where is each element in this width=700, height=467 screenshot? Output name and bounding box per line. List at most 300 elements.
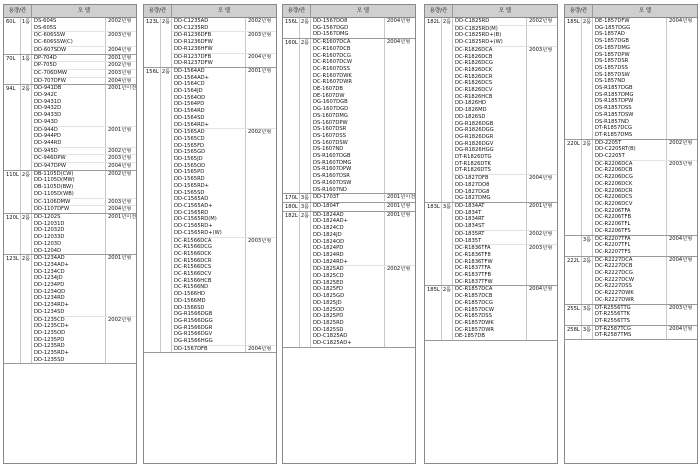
model-name: DD-1235PD — [34, 336, 65, 343]
model-name: DC-R2206TFB — [595, 214, 632, 221]
model-name: DD-C2205RT(B) — [595, 146, 636, 153]
door-cell: 2룸 — [300, 212, 311, 347]
model-year: 2004년형 — [105, 206, 136, 213]
capacity-header: 용량/칸 — [144, 5, 172, 17]
table-column — [3, 4, 137, 464]
model-name: DC-946DPW — [34, 155, 66, 162]
model-year: 2001년이전 — [105, 85, 136, 125]
model-name: DD-1565FD — [174, 142, 205, 149]
model-name: DD-1825SD — [313, 326, 344, 333]
model-name: DG-1857DGG — [595, 24, 631, 31]
model-year: 2001년형 — [105, 255, 136, 315]
model-name: DC-R1826DCS — [455, 80, 493, 87]
model-name: DD-1567DMG — [313, 31, 349, 38]
model-year: 2003년형 — [526, 245, 557, 285]
model-name: DD-947DPW — [34, 163, 67, 170]
model-name: DD-1827DO8 — [455, 181, 490, 188]
model-names — [32, 163, 105, 170]
model-name: DC-R2206TFS — [595, 227, 631, 234]
model-name: DS-1857DPW — [595, 51, 630, 58]
model-name: DP-705D — [34, 62, 57, 69]
model-name: DE-1857DFW — [595, 18, 630, 24]
capacity-group — [4, 18, 136, 55]
model-name: DC-R1857DCA — [455, 286, 493, 293]
model-list — [172, 68, 276, 353]
model-name: DD-C1235RD — [174, 24, 209, 31]
table-header — [425, 5, 557, 18]
model-name: DC-606SSW — [34, 32, 66, 39]
capacity-group — [565, 140, 697, 236]
model-name: DS-1607DSR — [313, 126, 347, 133]
capacity-cell — [565, 236, 582, 256]
model-name: DD-9433D — [34, 112, 62, 119]
model-name: DC-706DMW — [34, 69, 67, 76]
model-name: DC-R1566DCS — [174, 264, 212, 271]
model-name: DD-1824JD — [313, 231, 342, 238]
year-group — [32, 171, 136, 199]
model-names — [32, 206, 105, 213]
model-name: DD-1824AD — [313, 211, 344, 218]
model-name: DC-R2206DCK — [595, 180, 633, 187]
model-name: DD-1235RD+ — [34, 350, 70, 357]
model-name: DC-R1826DCB — [455, 53, 493, 60]
capacity-group — [565, 18, 697, 140]
model-name: DD-R1236DFB — [174, 32, 212, 39]
year-group — [32, 148, 136, 156]
model-name: DT-R2556TTK — [595, 311, 631, 318]
model-name: DT-R1857DCG — [595, 125, 633, 132]
model-year: 2003년형 — [245, 238, 276, 345]
model-year: 2002년형 — [105, 18, 136, 31]
model-name: DG-1827DMG — [455, 195, 491, 202]
model-name: DG-R1826DGG — [455, 127, 494, 134]
model-year: 2003년형 — [526, 47, 557, 174]
year-group — [172, 32, 276, 53]
model-names — [32, 62, 105, 69]
year-group — [32, 255, 136, 316]
capacity-group — [425, 18, 557, 203]
model-name: DD-C1565RD+ — [174, 223, 213, 230]
model-name: DD-C1565AD+ — [174, 202, 213, 209]
model-list — [32, 85, 136, 169]
model-name: DD-C2205T — [595, 153, 625, 160]
model-name: DB-1105D(CW) — [34, 170, 74, 177]
model-name: DD-1564AD+ — [174, 74, 209, 81]
model-name: DD-1703T — [313, 194, 340, 201]
door-cell: 3룸 — [442, 203, 453, 285]
model-names — [311, 39, 384, 193]
model-list — [593, 326, 697, 339]
model-names — [453, 47, 526, 174]
model-name: DD-1564SD — [174, 114, 205, 121]
model-name: DS-R1857DSS — [595, 105, 632, 112]
model-name: DD-1565AD — [174, 129, 205, 136]
year-group — [453, 18, 557, 26]
model-name: DD-1234JD — [34, 275, 63, 282]
model-names — [593, 140, 666, 160]
model-name: DD-1565SD — [174, 189, 205, 196]
model-name: DT-R1857DMS — [595, 131, 633, 138]
model-name: DS-R1607DSW — [313, 179, 352, 186]
model-name: DC-R2227DWR — [595, 296, 635, 303]
model-name: DC-R2206DCG — [595, 174, 633, 181]
model-name: DD-1235CD+ — [34, 323, 70, 330]
year-group — [32, 206, 136, 213]
model-name: DC-R1607DWR — [313, 79, 353, 86]
model-name: DC-R1857DWR — [455, 326, 495, 333]
model-name: DC-R1826DCR — [455, 73, 493, 80]
model-name: DS-605S — [34, 24, 57, 31]
year-group — [32, 47, 136, 54]
year-group — [32, 62, 136, 70]
model-year: 2002년형 — [105, 171, 136, 198]
capacity-group — [283, 203, 415, 212]
model-names — [172, 18, 245, 31]
model-name: DC-R1607DCW — [313, 59, 353, 66]
model-name: DD-9432D — [34, 105, 62, 112]
model-name: DS-R1607ND — [313, 186, 347, 193]
model-name: DD-944PD — [34, 133, 61, 140]
model-names — [172, 68, 245, 128]
model-name: DC-R1566DCV — [174, 271, 212, 278]
model-names — [172, 346, 245, 353]
model-name: DD-1566SD — [174, 304, 205, 311]
model-name: DC-R1607DWK — [313, 72, 352, 79]
model-name: DC-R2206DCR — [595, 187, 633, 194]
model-year: 2002년형 — [526, 231, 557, 244]
model-year: 2001년형 — [384, 203, 415, 210]
model-name: DD-C1825RD — [455, 18, 490, 24]
model-names — [32, 171, 105, 198]
model-names — [593, 326, 666, 339]
model-name: DG-R1566HGG — [174, 338, 213, 345]
capacity-cell: 182L — [283, 212, 300, 347]
year-group — [453, 286, 557, 340]
model-name: DS-R1607DGB — [313, 153, 351, 160]
model-name: DD-1804T — [313, 202, 340, 209]
model-name: DD-1834T — [455, 209, 482, 216]
model-name: DD-1234AD+ — [34, 261, 69, 268]
capacity-group — [4, 255, 136, 364]
model-names — [453, 26, 526, 46]
model-name: DS-R1607DMG — [313, 159, 352, 166]
model-list — [311, 39, 415, 193]
model-names — [593, 257, 666, 304]
model-name: DS-1857DSW — [595, 71, 630, 78]
door-cell: 3룸 — [300, 203, 310, 210]
model-year: 2003년형 — [105, 155, 136, 162]
model-name: DD-1565PD — [174, 169, 205, 176]
model-name: DG-R1566DGV — [174, 331, 213, 338]
model-name: DC-R2227DSS — [595, 283, 632, 290]
model-name: DT-R1826DTS — [455, 167, 491, 174]
model-name: DD-941DB — [34, 85, 62, 92]
capacity-group — [4, 85, 136, 170]
model-name: DE-1857DB — [455, 333, 485, 340]
capacity-cell: 255L — [565, 305, 582, 325]
model-year: 2002년형 — [105, 317, 136, 364]
model-name: DS-1607DMG — [313, 112, 348, 119]
model-list — [311, 18, 415, 38]
year-group — [453, 175, 557, 202]
model-name: DD-942C — [34, 92, 58, 99]
model-list — [311, 203, 415, 211]
model-year: 2002년형 — [105, 148, 136, 155]
year-group — [311, 203, 415, 210]
model-name: DC-R2207TFL — [595, 242, 631, 249]
capacity-cell: 183L — [425, 203, 442, 285]
door-cell: 3룸 — [582, 326, 593, 339]
model-name: DD-1826MD — [455, 107, 487, 114]
capacity-header: 용량/칸 — [425, 5, 453, 17]
model-name: DD-C1565AD — [174, 196, 209, 203]
door-cell: 2룸 — [161, 18, 172, 67]
model-name: DD-1564RD — [174, 108, 205, 115]
capacity-cell: 120L — [4, 214, 21, 254]
model-name: DD-12033D — [34, 234, 65, 241]
model-names — [32, 85, 105, 125]
year-group — [311, 39, 415, 193]
door-cell: 2룸 — [161, 68, 172, 353]
model-name: DC-R1826DCV — [455, 87, 493, 94]
capacity-cell: 94L — [4, 85, 21, 169]
model-names — [32, 155, 105, 162]
model-name: DD-1202S — [34, 213, 61, 220]
model-names — [311, 18, 384, 38]
model-name: DD-1564RD+ — [174, 121, 210, 128]
model-names — [311, 266, 384, 346]
model-year: 2004년형 — [666, 326, 697, 339]
table-column — [143, 4, 277, 464]
model-name: DD-945D — [34, 147, 58, 154]
year-group — [32, 317, 136, 364]
model-year — [526, 26, 557, 46]
model-name: DD-1107DFW — [34, 206, 70, 213]
model-header: 모 델 — [498, 8, 512, 14]
model-name: DD-1825JD — [313, 299, 342, 306]
model-name: DD-1234RD — [34, 295, 65, 302]
model-name: DG-1567DGD — [313, 24, 349, 31]
model-name: DS-1607DPW — [313, 119, 348, 126]
model-name: DD-1565CD — [174, 135, 205, 142]
model-names — [172, 238, 245, 345]
model-name: DD-1565RD+ — [174, 182, 210, 189]
year-group — [172, 18, 276, 32]
table-header — [144, 5, 276, 18]
year-group — [453, 203, 557, 231]
model-name: DS-R1857DPW — [595, 98, 634, 105]
model-name: DD-1825GD — [313, 293, 345, 300]
model-name: DC-R1566DCK — [174, 250, 212, 257]
model-name: DG-R1826HGG — [455, 147, 494, 154]
year-group — [172, 238, 276, 346]
model-names — [311, 203, 384, 210]
model-year: 2004년형 — [384, 39, 415, 193]
table-header — [283, 5, 415, 18]
capacity-cell: 185L — [425, 286, 442, 340]
model-name: DS-1857DSS — [595, 64, 628, 71]
model-name: DD-1825PD — [313, 313, 344, 320]
model-name: DC-R1607DSS — [313, 65, 350, 72]
model-name: DD-1204D — [34, 247, 62, 254]
model-name: DD-C1235AD — [174, 18, 209, 24]
model-names — [32, 18, 105, 31]
model-name: DC-R1857DSS — [455, 313, 492, 320]
model-year: 2004년형 — [666, 236, 697, 256]
model-name: DD-C1565RD+(W) — [174, 229, 222, 236]
model-name: DG-R1826DGB — [455, 120, 494, 127]
model-year: 2001년이전 — [105, 214, 136, 254]
model-name: DC-R1826DCA — [455, 46, 493, 53]
model-name: DD-1203D — [34, 240, 62, 247]
year-group — [172, 68, 276, 129]
year-group — [593, 305, 697, 325]
year-group — [311, 212, 415, 267]
model-names — [593, 161, 666, 235]
model-name: DD-1825FD — [313, 286, 344, 293]
model-year: 2004년형 — [105, 47, 136, 54]
model-names — [32, 47, 105, 54]
model-year: 2001년형 — [245, 68, 276, 128]
model-header: 모 델 — [77, 8, 91, 14]
year-group — [593, 18, 697, 139]
model-names — [593, 305, 666, 325]
year-group — [32, 18, 136, 32]
table-header — [565, 5, 697, 18]
model-year: 2003년형 — [666, 161, 697, 235]
model-name: DG-R1566DGR — [174, 324, 213, 331]
model-year: 2004년형 — [526, 286, 557, 340]
model-list — [453, 203, 557, 285]
model-name: DB-1105D(BW) — [34, 184, 74, 191]
year-group — [32, 55, 136, 63]
year-group — [593, 326, 697, 339]
model-name: DC-R1857DCG — [455, 299, 493, 306]
model-names — [32, 55, 105, 62]
capacity-group — [144, 18, 276, 68]
model-name: DD-R1237DFB — [174, 53, 212, 60]
model-name: DT-R2556TTG — [595, 304, 631, 311]
model-name: DG-1607DGD — [313, 106, 349, 113]
capacity-cell: 123L — [4, 255, 21, 363]
door-cell: 2룸 — [21, 171, 32, 213]
model-names — [32, 199, 105, 206]
model-name: DS-1607DSS — [313, 132, 346, 139]
capacity-cell: 222L — [565, 257, 582, 304]
model-name: DT-R2556TTS — [595, 317, 630, 324]
model-name: DD-1566HD — [174, 291, 205, 298]
model-list — [172, 18, 276, 67]
model-year: 2004년형 — [666, 18, 697, 139]
model-name: DS-R1857DSW — [595, 111, 634, 118]
capacity-group — [565, 326, 697, 340]
model-name: DD-C1825AD+ — [313, 340, 352, 347]
model-name: DD-1565JD — [174, 156, 203, 163]
door-cell: 1룸 — [21, 55, 32, 85]
model-name: DD-R1236HFW — [174, 45, 213, 52]
model-name: DD-1234RD+ — [34, 302, 70, 309]
capacity-group — [283, 194, 415, 203]
door-cell: 2룸 — [300, 18, 311, 38]
model-name: DC-R1857DCB — [455, 293, 493, 300]
model-year: 2004년형 — [526, 175, 557, 202]
year-group — [172, 346, 276, 353]
door-cell: 2룸 — [442, 286, 453, 340]
model-name: DC-R2207TFS — [595, 248, 631, 255]
model-list — [32, 214, 136, 254]
model-name: DC-R1836TF8 — [455, 251, 491, 258]
model-name: DC-R2206DCB — [595, 167, 633, 174]
door-cell: 2룸 — [442, 18, 453, 202]
capacity-cell: 185L — [565, 18, 582, 139]
capacity-group — [425, 286, 557, 341]
capacity-header: 용량/칸 — [283, 5, 311, 17]
model-name: DD-1567DO8 — [313, 18, 348, 24]
capacity-cell: 160L — [283, 39, 300, 193]
model-name: DD-R1237DFW — [174, 60, 213, 67]
year-group — [311, 18, 415, 38]
model-name: DS-R1857DGB — [595, 85, 633, 92]
year-group — [453, 231, 557, 245]
model-name: DC-R1826DCK — [455, 66, 493, 73]
model-name: DD-1235OD — [34, 329, 66, 336]
model-name: DD-1827DFB — [455, 175, 489, 182]
model-name: DD-1234CD — [34, 268, 65, 275]
model-list — [593, 305, 697, 325]
model-year: 2003년형 — [105, 70, 136, 77]
model-names — [172, 32, 245, 52]
model-name: DG-R1826DGV — [455, 140, 494, 147]
model-name: DC-606SSW(C) — [34, 39, 73, 46]
year-group — [32, 214, 136, 254]
model-name: DD-1234PD — [34, 282, 65, 289]
table-column — [282, 4, 416, 464]
model-year: 2004년형 — [245, 346, 276, 353]
model-year: 2004년형 — [245, 54, 276, 67]
model-name: DG-R1826DGR — [455, 133, 494, 140]
model-name: DD-1834RT — [455, 216, 485, 223]
capacity-group — [4, 214, 136, 255]
capacity-cell: 258L — [565, 326, 582, 339]
model-name: DD-12032D — [34, 227, 65, 234]
model-name: DC-R1857DCW — [455, 306, 495, 313]
model-name: DC-R2227DCW — [595, 276, 635, 283]
model-name: DD-1825ED — [313, 279, 344, 286]
model-year: 2004년형 — [105, 163, 136, 170]
model-name: DC-R1826DCG — [455, 60, 493, 67]
model-name: DD-1234QD — [34, 288, 66, 295]
model-name: DD-1825AD — [313, 266, 344, 273]
model-name: DD-1824RD+ — [313, 258, 349, 265]
model-name: DC-R1566ND — [174, 284, 209, 291]
model-list — [453, 286, 557, 340]
model-name: DC-R1837TFB — [455, 272, 492, 279]
model-name: DD-1834AT — [455, 202, 485, 209]
year-group — [453, 245, 557, 285]
capacity-group — [565, 257, 697, 305]
model-name: DD-C1825RD+(W) — [455, 39, 503, 46]
model-names — [32, 127, 105, 147]
model-name: DD-1565OD — [174, 162, 206, 169]
model-name: DS-1857AD — [595, 31, 625, 38]
model-name: DD-1824CD — [313, 225, 344, 232]
model-name: DS-604S — [34, 18, 57, 24]
model-name: DC-R2206TFL — [595, 221, 631, 228]
model-name: DD-C1825AD — [313, 333, 348, 340]
model-names — [453, 231, 526, 244]
model-name: DD-1824RD — [313, 251, 344, 258]
model-name: DE-1607DW — [313, 92, 345, 99]
